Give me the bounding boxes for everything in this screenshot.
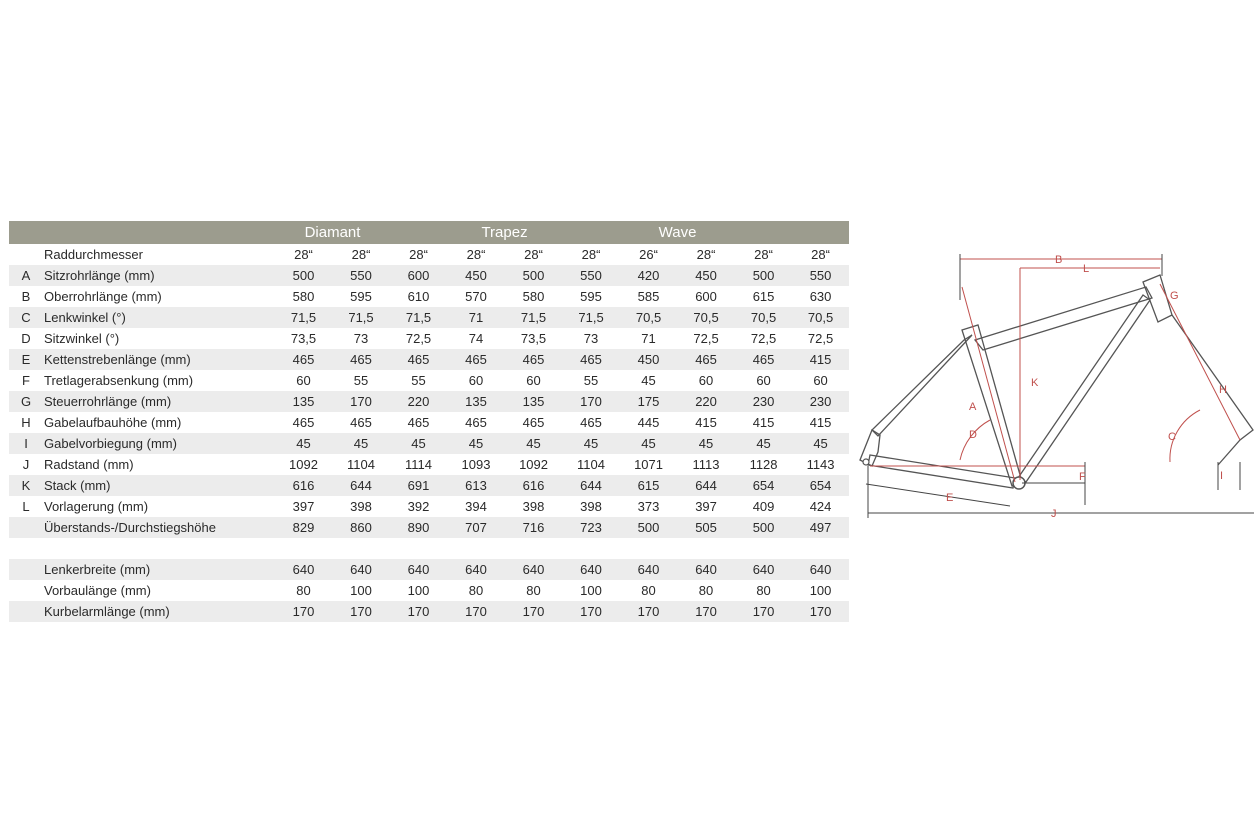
value-cell: 74	[468, 331, 484, 346]
value-cell: 644	[677, 475, 735, 496]
value-cell: 73,5	[520, 331, 547, 346]
value-cell	[677, 538, 735, 559]
value-cell	[447, 538, 505, 559]
value-cell: 860	[332, 517, 390, 538]
row-label: Lenkerbreite (mm)	[43, 559, 275, 580]
value-cell: 409	[752, 499, 775, 514]
value-cell: 465	[447, 349, 505, 370]
row-label: Überstands-/Durchstiegshöhe	[43, 517, 275, 538]
value-cell: 73	[353, 331, 369, 346]
value-cell: 392	[407, 499, 430, 514]
value-cell: 28“	[754, 247, 773, 262]
value-cell: 640	[677, 559, 735, 580]
value-cell: 80	[526, 583, 541, 598]
row-label: Vorlagerung (mm)	[44, 499, 149, 514]
value-cell: 616	[275, 475, 332, 496]
value-cell: 71,5	[332, 307, 390, 328]
value-cell	[332, 538, 390, 559]
value-cell: 1143	[806, 457, 835, 472]
row-letter: C	[9, 307, 43, 328]
value-cell: 45	[447, 433, 505, 454]
value-cell: 570	[465, 289, 487, 304]
value-cell: 1104	[577, 457, 606, 472]
frame-type-header	[9, 221, 849, 244]
row-letter	[9, 580, 43, 601]
value-cell: 1128	[749, 457, 778, 472]
row-letter: I	[9, 433, 43, 454]
value-cell	[620, 538, 677, 559]
value-cell: 450	[677, 265, 735, 286]
value-cell: 654	[735, 475, 792, 496]
value-cell: 398	[522, 499, 545, 514]
value-cell	[390, 538, 447, 559]
value-cell: 175	[620, 391, 677, 412]
value-cell: 60	[526, 373, 541, 388]
row-letter: K	[9, 475, 43, 496]
value-cell: 613	[447, 475, 505, 496]
label-k: K	[1031, 377, 1039, 389]
value-cell: 170	[390, 601, 447, 622]
table-row	[9, 517, 849, 538]
table-row	[9, 265, 849, 286]
row-letter: A	[9, 265, 43, 286]
row-label: Sitzwinkel (°)	[44, 331, 120, 346]
table-row	[9, 286, 849, 307]
value-cell: 28“	[351, 247, 371, 262]
row-label: Stack (mm)	[43, 475, 275, 496]
value-cell: 640	[562, 559, 620, 580]
value-cell: 72,5	[693, 331, 719, 346]
value-cell: 465	[505, 349, 562, 370]
header-row	[9, 244, 849, 265]
value-cell: 45	[332, 433, 390, 454]
value-cell: 465	[522, 415, 545, 430]
value-cell: 500	[735, 517, 792, 538]
frame-geometry-diagram	[852, 240, 1254, 530]
value-cell: 415	[809, 415, 832, 430]
value-cell: 135	[505, 391, 562, 412]
value-cell: 170	[275, 601, 332, 622]
value-cell: 600	[390, 265, 447, 286]
value-cell: 640	[275, 559, 332, 580]
value-cell: 398	[350, 499, 372, 514]
value-cell: 73,5	[290, 331, 317, 346]
value-cell: 707	[447, 517, 505, 538]
value-cell: 230	[792, 391, 849, 412]
value-cell: 465	[407, 415, 430, 430]
value-cell: 170	[792, 601, 849, 622]
value-cell: 28“	[524, 247, 543, 262]
value-cell: 465	[332, 349, 390, 370]
value-cell: 595	[350, 289, 372, 304]
value-cell: 1092	[289, 457, 318, 472]
value-cell: 170	[505, 601, 562, 622]
geometry-table	[9, 221, 849, 622]
value-cell: 100	[809, 583, 832, 598]
row-label: Sitzrohrlänge (mm)	[43, 265, 275, 286]
value-cell: 450	[447, 265, 505, 286]
value-cell: 1071	[634, 457, 663, 472]
value-cell: 28“	[466, 247, 486, 262]
value-cell: 71	[641, 331, 656, 346]
value-cell: 616	[505, 475, 562, 496]
measure-a-line	[962, 287, 1015, 482]
value-cell: 100	[350, 583, 372, 598]
value-cell: 80	[756, 583, 771, 598]
value-cell	[505, 538, 562, 559]
value-cell: 70,5	[620, 307, 677, 328]
row-label: Lenkwinkel (°)	[43, 307, 275, 328]
value-cell	[275, 538, 332, 559]
value-cell: 465	[350, 415, 372, 430]
row-letter	[9, 517, 43, 538]
value-cell: 465	[292, 415, 315, 430]
row-letter	[9, 601, 43, 622]
dim-e-line	[866, 484, 1010, 506]
row-label: Raddurchmesser	[44, 247, 143, 262]
value-cell: 595	[580, 289, 602, 304]
value-cell: 45	[792, 433, 849, 454]
label-g: G	[1170, 290, 1179, 302]
table-row	[9, 412, 849, 433]
value-cell: 135	[275, 391, 332, 412]
row-letter: D	[21, 331, 31, 346]
value-cell: 60	[698, 373, 714, 388]
value-cell: 640	[620, 559, 677, 580]
value-cell: 415	[752, 415, 775, 430]
label-f: F	[1079, 471, 1086, 483]
value-cell: 1093	[461, 457, 491, 472]
frame-type-wave: Wave	[620, 221, 735, 244]
value-cell: 72,5	[405, 331, 432, 346]
value-cell: 550	[792, 265, 849, 286]
value-cell: 73	[583, 331, 599, 346]
value-cell: 615	[752, 289, 775, 304]
value-cell: 135	[447, 391, 505, 412]
table-row	[9, 328, 849, 349]
value-cell: 220	[677, 391, 735, 412]
row-letter: F	[22, 373, 30, 388]
table-row	[9, 349, 849, 370]
label-j: J	[1051, 508, 1057, 520]
value-cell: 630	[809, 289, 832, 304]
row-letter: J	[22, 457, 30, 472]
value-cell: 100	[407, 583, 430, 598]
value-cell: 445	[637, 415, 660, 430]
frame-type-diamant: Diamant	[275, 221, 390, 244]
value-cell: 55	[411, 373, 426, 388]
value-cell: 26“	[639, 247, 658, 262]
value-cell: 170	[332, 601, 390, 622]
value-cell: 644	[562, 475, 620, 496]
value-cell: 716	[505, 517, 562, 538]
value-cell: 170	[562, 391, 620, 412]
value-cell: 60	[756, 373, 771, 388]
value-cell: 550	[562, 265, 620, 286]
table-row	[9, 307, 849, 328]
value-cell: 640	[735, 559, 792, 580]
value-cell: 465	[275, 349, 332, 370]
value-cell: 170	[447, 601, 505, 622]
value-cell: 71,5	[562, 307, 620, 328]
table-row	[9, 433, 849, 454]
row-label: Kurbelarmlänge (mm)	[43, 601, 275, 622]
value-cell: 1092	[519, 457, 548, 472]
value-cell: 72,5	[807, 331, 834, 346]
value-cell: 45	[641, 373, 656, 388]
label-b: B	[1055, 254, 1063, 266]
value-cell: 1113	[692, 457, 720, 472]
row-letter: H	[21, 415, 31, 430]
table-row	[9, 391, 849, 412]
value-cell	[562, 538, 620, 559]
value-cell: 465	[390, 349, 447, 370]
value-cell: 1114	[405, 457, 433, 472]
value-cell: 450	[620, 349, 677, 370]
value-cell: 500	[275, 265, 332, 286]
value-cell: 497	[792, 517, 849, 538]
value-cell: 71,5	[505, 307, 562, 328]
row-label: Tretlagerabsenkung (mm)	[44, 373, 194, 388]
value-cell: 654	[792, 475, 849, 496]
value-cell: 424	[809, 499, 832, 514]
value-cell: 170	[562, 601, 620, 622]
value-cell: 640	[505, 559, 562, 580]
value-cell: 640	[792, 559, 849, 580]
value-cell: 610	[407, 289, 430, 304]
measure-h-line	[1160, 284, 1240, 440]
spacer-row	[9, 538, 849, 559]
table-row	[9, 475, 849, 496]
value-cell: 1104	[347, 457, 375, 472]
value-cell: 465	[677, 349, 735, 370]
row-letter	[9, 244, 43, 265]
value-cell: 397	[695, 499, 717, 514]
value-cell: 28“	[581, 247, 601, 262]
row-letter: B	[21, 289, 31, 304]
label-d: D	[969, 429, 977, 441]
row-label: Vorbaulänge (mm)	[44, 583, 151, 598]
label-i: I	[1220, 470, 1224, 482]
value-cell: 45	[275, 433, 332, 454]
value-cell: 28“	[294, 247, 313, 262]
value-cell: 80	[468, 583, 484, 598]
value-cell: 170	[735, 601, 792, 622]
measure-lines	[870, 259, 1240, 482]
value-cell: 465	[735, 349, 792, 370]
value-cell: 465	[580, 415, 602, 430]
value-cell: 505	[677, 517, 735, 538]
value-cell: 170	[332, 391, 390, 412]
value-cell: 829	[275, 517, 332, 538]
row-label: Gabelvorbiegung (mm)	[43, 433, 275, 454]
value-cell: 550	[332, 265, 390, 286]
value-cell: 80	[641, 583, 656, 598]
value-cell: 394	[465, 499, 487, 514]
value-cell: 55	[353, 373, 369, 388]
seat-stay	[872, 335, 972, 436]
value-cell: 644	[332, 475, 390, 496]
value-cell: 70,5	[735, 307, 792, 328]
value-cell: 220	[390, 391, 447, 412]
value-cell: 72,5	[750, 331, 777, 346]
value-cell: 28“	[696, 247, 716, 262]
value-cell: 615	[620, 475, 677, 496]
value-cell: 45	[735, 433, 792, 454]
value-cell: 420	[620, 265, 677, 286]
row-letter: G	[9, 391, 43, 412]
table-row	[9, 601, 849, 622]
value-cell: 170	[620, 601, 677, 622]
value-cell: 80	[698, 583, 714, 598]
row-label: Gabelaufbauhöhe (mm)	[44, 415, 182, 430]
rear-axle	[863, 459, 869, 465]
value-cell: 373	[637, 499, 660, 514]
value-cell: 71	[447, 307, 505, 328]
value-cell: 691	[390, 475, 447, 496]
value-cell: 28“	[811, 247, 830, 262]
row-label: Oberrohrlänge (mm)	[44, 289, 162, 304]
value-cell: 415	[792, 349, 849, 370]
row-label: Radstand (mm)	[44, 457, 134, 472]
value-cell: 70,5	[677, 307, 735, 328]
row-letter	[9, 559, 43, 580]
label-l: L	[1083, 263, 1090, 275]
value-cell	[792, 538, 849, 559]
value-cell: 500	[735, 265, 792, 286]
value-cell: 170	[677, 601, 735, 622]
value-cell: 55	[583, 373, 599, 388]
value-cell: 60	[468, 373, 484, 388]
row-label: Kettenstrebenlänge (mm)	[43, 349, 275, 370]
table-row	[9, 580, 849, 601]
chain-stay	[868, 455, 1015, 488]
value-cell: 580	[292, 289, 315, 304]
value-cell: 640	[390, 559, 447, 580]
frame-type-trapez: Trapez	[447, 221, 562, 244]
value-cell: 60	[296, 373, 311, 388]
value-cell: 415	[695, 415, 717, 430]
value-cell: 28“	[409, 247, 428, 262]
value-cell: 723	[562, 517, 620, 538]
label-a: A	[969, 401, 977, 413]
value-cell: 100	[580, 583, 602, 598]
value-cell: 890	[390, 517, 447, 538]
row-letter: L	[22, 499, 30, 514]
value-cell: 71,5	[275, 307, 332, 328]
value-cell: 398	[580, 499, 602, 514]
label-c: C	[1168, 431, 1176, 443]
value-cell: 580	[522, 289, 545, 304]
value-cell: 230	[735, 391, 792, 412]
frame-outline	[860, 275, 1253, 488]
row-label: Steuerrohrlänge (mm)	[43, 391, 275, 412]
top-tube	[975, 287, 1152, 350]
value-cell: 45	[562, 433, 620, 454]
value-cell: 70,5	[792, 307, 849, 328]
value-cell: 45	[390, 433, 447, 454]
value-cell: 397	[292, 499, 315, 514]
value-cell: 585	[637, 289, 660, 304]
table-row	[9, 454, 849, 475]
value-cell: 465	[562, 349, 620, 370]
row-letter: E	[9, 349, 43, 370]
table-row	[9, 496, 849, 517]
value-cell: 640	[332, 559, 390, 580]
row-label	[43, 538, 275, 559]
table-row	[9, 559, 849, 580]
value-cell: 45	[505, 433, 562, 454]
value-cell: 600	[695, 289, 717, 304]
value-cell: 500	[505, 265, 562, 286]
label-e: E	[946, 492, 954, 504]
value-cell: 80	[296, 583, 311, 598]
fork	[1172, 315, 1253, 465]
value-cell: 640	[447, 559, 505, 580]
label-h: H	[1219, 384, 1227, 396]
value-cell: 500	[620, 517, 677, 538]
value-cell	[735, 538, 792, 559]
value-cell: 60	[813, 373, 828, 388]
value-cell: 465	[465, 415, 487, 430]
value-cell: 71,5	[390, 307, 447, 328]
row-letter	[9, 538, 43, 559]
value-cell: 45	[620, 433, 677, 454]
value-cell: 45	[677, 433, 735, 454]
table-row	[9, 370, 849, 391]
